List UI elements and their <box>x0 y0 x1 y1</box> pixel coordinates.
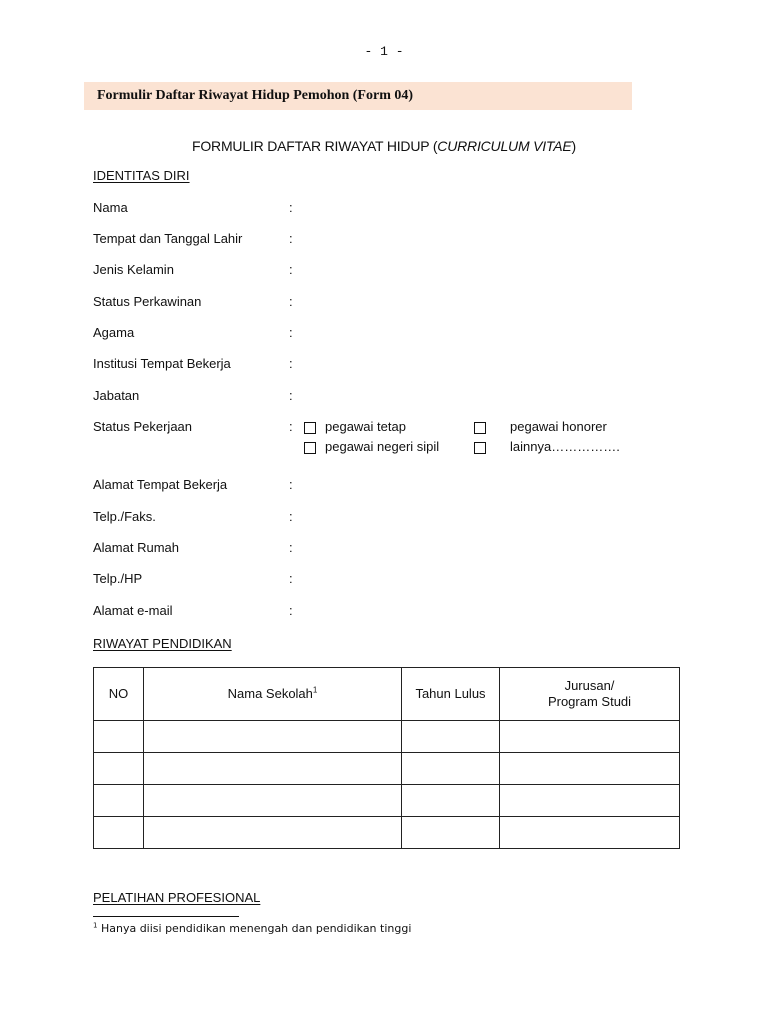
table-cell[interactable] <box>500 753 680 785</box>
header-tahun-lulus: Tahun Lulus <box>402 668 500 721</box>
field-label-status-pekerjaan: Status Pekerjaan <box>93 419 193 434</box>
table-header-row <box>94 668 680 721</box>
field-label-alamat-tempat-bekerja: Alamat Tempat Bekerja <box>93 477 228 492</box>
field-label-telp-hp: Telp./HP <box>93 571 143 586</box>
table-cell[interactable] <box>402 721 500 753</box>
table-cell[interactable] <box>94 721 144 753</box>
table-cell[interactable] <box>402 785 500 817</box>
field-colon: : <box>289 200 293 215</box>
footnote-text: Hanya diisi pendidikan menengah dan pendidikan tinggi <box>100 922 412 935</box>
field-label-alamat-rumah: Alamat Rumah <box>93 540 179 555</box>
field-colon: : <box>289 477 293 492</box>
field-label-nama: Nama <box>93 200 128 215</box>
field-label-agama: Agama <box>93 325 135 340</box>
field-colon: : <box>289 325 293 340</box>
table-row <box>94 721 680 753</box>
header-jurusan-line2: Program Studi <box>547 694 632 709</box>
header-jurusan-line1: Jurusan/ <box>564 678 615 693</box>
checkbox-lainnya[interactable] <box>474 442 486 454</box>
field-colon: : <box>289 571 293 586</box>
field-colon: : <box>289 540 293 555</box>
option-pegawai-honorer: pegawai honorer <box>510 419 607 434</box>
field-label-jabatan: Jabatan <box>93 388 140 403</box>
training-section-heading: PELATIHAN PROFESIONAL <box>93 890 261 905</box>
table-cell[interactable] <box>94 753 144 785</box>
table-row <box>94 785 680 817</box>
table-cell[interactable] <box>144 785 402 817</box>
field-label-telp-faks: Telp./Faks. <box>93 509 156 524</box>
form-banner-title: Formulir Daftar Riwayat Hidup Pemohon (Form 04) <box>97 88 414 103</box>
field-colon: : <box>289 356 293 371</box>
field-label-jenis-kelamin: Jenis Kelamin <box>93 262 174 277</box>
header-jurusan <box>500 668 680 721</box>
title-italic: CURRICULUM VITAE <box>437 138 572 154</box>
field-colon: : <box>289 231 293 246</box>
field-colon: : <box>289 509 293 524</box>
footnote-number: 1 <box>93 921 98 930</box>
footnote-divider <box>93 916 239 917</box>
education-table <box>93 667 680 849</box>
education-section-heading: RIWAYAT PENDIDIKAN <box>93 636 232 651</box>
table-cell[interactable] <box>500 785 680 817</box>
table-cell[interactable] <box>144 753 402 785</box>
page-number: - 1 - <box>364 44 404 59</box>
table-cell[interactable] <box>94 785 144 817</box>
field-colon: : <box>289 388 293 403</box>
document-title <box>0 138 768 154</box>
table-cell[interactable] <box>144 817 402 849</box>
table-cell[interactable] <box>402 817 500 849</box>
field-colon: : <box>289 603 293 618</box>
footnote-marker: 1 <box>312 685 318 695</box>
header-nama-sekolah-text: Nama Sekolah <box>227 686 313 701</box>
option-pegawai-negeri-sipil: pegawai negeri sipil <box>325 439 440 454</box>
table-row <box>94 753 680 785</box>
table-cell[interactable] <box>500 817 680 849</box>
field-colon: : <box>289 294 293 309</box>
table-cell[interactable] <box>94 817 144 849</box>
footnote <box>93 922 411 935</box>
field-label-status-perkawinan: Status Perkawinan <box>93 294 202 309</box>
table-row <box>94 817 680 849</box>
header-no: NO <box>94 668 144 721</box>
table-cell[interactable] <box>402 753 500 785</box>
option-pegawai-tetap: pegawai tetap <box>325 419 406 434</box>
field-label-alamat-email: Alamat e-mail <box>93 603 173 618</box>
title-text: FORMULIR DAFTAR RIWAYAT HIDUP ( <box>192 138 438 154</box>
checkbox-pegawai-honorer[interactable] <box>474 422 486 434</box>
field-label-institusi: Institusi Tempat Bekerja <box>93 356 231 371</box>
checkbox-pegawai-tetap[interactable] <box>304 422 316 434</box>
field-colon: : <box>289 419 293 434</box>
option-lainnya: lainnya……………. <box>510 439 620 454</box>
table-cell[interactable] <box>500 721 680 753</box>
field-label-tempat-tanggal-lahir: Tempat dan Tanggal Lahir <box>93 231 243 246</box>
identity-section-heading: IDENTITAS DIRI <box>93 168 190 183</box>
title-close: ) <box>571 138 576 154</box>
table-cell[interactable] <box>144 721 402 753</box>
field-colon: : <box>289 262 293 277</box>
checkbox-pegawai-negeri-sipil[interactable] <box>304 442 316 454</box>
header-nama-sekolah <box>144 668 402 721</box>
